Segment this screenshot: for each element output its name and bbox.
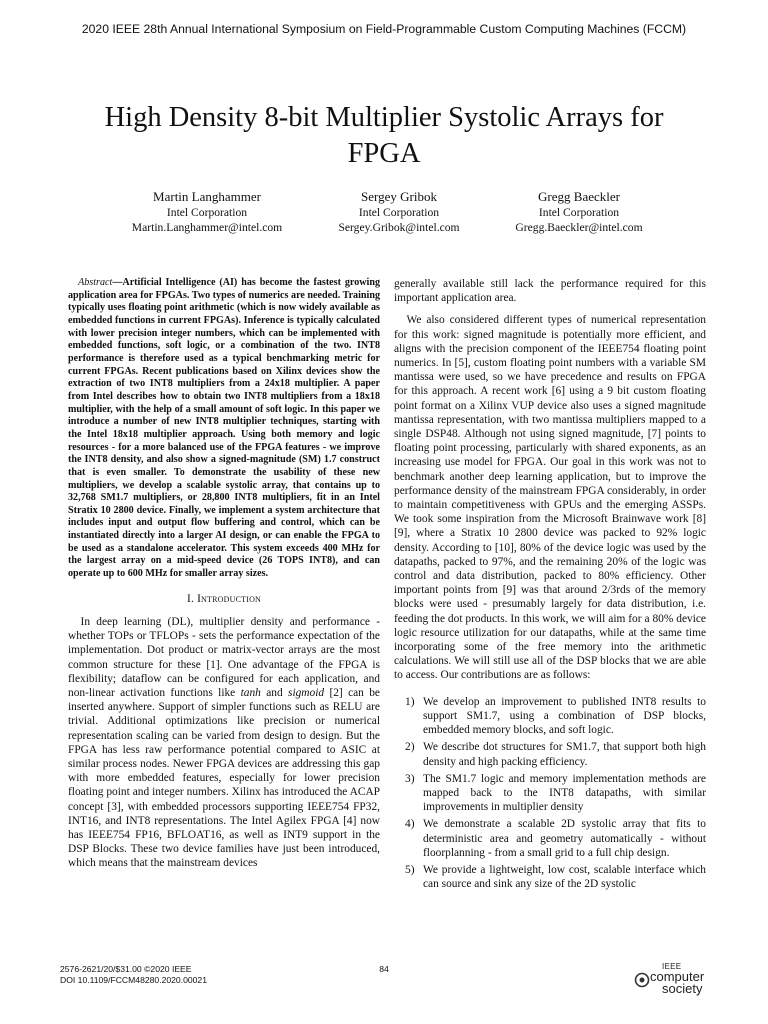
ieee-computer-society-logo: [634, 962, 714, 1002]
list-item: [394, 817, 706, 860]
section-title: Introduction: [197, 592, 262, 605]
author-name: Sergey Gribok: [361, 189, 437, 204]
text-run: [2] can be inserted anywhere. Support of simpler functions such as RELU are trivial. Additional optimizations like precision or numerical representation scaling can be varied from design to design. But the FPGA has less raw performance potential compared to ASIC at similar process nodes. Newer FPGA devices are addressing this gap with more embedded features, especially for lower precision floating point and integer numbers. Xilinx has introduced the ACAP concept [3], with embedded processors supporting IEEE754 FP32, INT16, and INT8 representations. The Intel Agilex FPGA [4] now has IEEE754 FP16, BFLOAT16, as well as INT9 support in the DSP Blocks. These two device families have just been introduced, which means that the mainstream devices: [68, 686, 380, 870]
author-affiliation: Intel Corporation: [538, 206, 620, 219]
intro-paragraph-2: We also considered different types of numerical representation for this work: signed magnitude is potentially more efficient, and aligns with the precision component of the IEEE754 floating point numerics. In [5], custom floating point numbers with a variable SM mantissa were used, so we have precedence and results on FPGA for this approach. A recent work [6] using a 9 bit custom floating point format on a Xilinx VUP device also uses a signed magnitude mantissa representation, with two mantissa multipliers mapped to a single DSP48. Although not using signed magnitude, [7] points to floating point processing, particularly with shared exponents, as an increasing use model for FPGA. Our goal in this work was not to benchmark another deep learning application, but to improve the performance density of the mainstream FPGA considerably, in order to maintain competitiveness with GPUs and the emerging ASSPs. We took some inspiration from the Microsoft Brainwave work [8][9], where a Stratix 10 2800 device was packed to 92% logic density. According to [10], 80% of the device logic was used by the datapaths, packed to 97%, and the remaining 20% of the logic was control and data distribution, packed to 80% efficiency. Other important points from [9] was that around 2/3rds of the memory blocks were used - presumably largely for data distribution, i.e. feeding the dot products. In this work, we will aim for a 80% device logic resource utilization for our datapaths, while at the same time incorporating some of the free memory into the arithmetic calculations. We will still use all of the DSP blocks that we are able to access. Our contributions are as follows:: [394, 314, 706, 682]
page-number: 84: [379, 964, 389, 974]
conference-header: 2020 IEEE 28th Annual International Symposium on Field-Programmable Custom Computing Machines (FCCM): [81, 22, 687, 36]
section-heading: [68, 592, 380, 606]
list-number: 4): [405, 818, 415, 831]
text-run: and: [260, 686, 289, 699]
author-affiliation: Intel Corporation: [166, 206, 248, 219]
contribution-list: [394, 695, 706, 892]
list-number: 5): [405, 863, 415, 876]
abstract-lead: Abstract: [78, 277, 113, 288]
list-text: The SM1.7 logic and memory implementation methods are mapped back to the INT8 datapaths, with similar improvements in multiplier density: [423, 772, 706, 814]
math-sigmoid: sigmoid: [288, 686, 325, 699]
list-text: We provide a lightweight, low cost, scalable interface which can source and sink any size of the 2D systolic: [423, 863, 706, 891]
author-block: [0, 188, 768, 248]
list-text: We demonstrate a scalable 2D systolic array that fits to deterministic area and geometry automatically - without floorplanning - from a small grid to a full chip design.: [423, 818, 706, 859]
list-item: [394, 740, 706, 768]
author-email: Sergey.Gribok@intel.com: [338, 221, 460, 234]
author-name: Martin Langhammer: [153, 189, 261, 204]
doi-line: DOI 10.1109/FCCM48280.2020.00021: [60, 974, 207, 985]
copyright-line: 2576-2621/20/$31.00 ©2020 IEEE: [60, 964, 192, 974]
intro-paragraph-1-continued: generally available still lack the performance required for this important application area.: [394, 278, 706, 305]
author-3: [469, 188, 689, 235]
math-tanh: tanh: [240, 686, 261, 699]
author-email: Martin.Langhammer@intel.com: [131, 221, 283, 234]
section-number: I.: [186, 592, 194, 605]
abstract: [68, 277, 380, 581]
intro-paragraph-1: [68, 615, 380, 871]
logo-ieee-text: IEEE: [662, 962, 682, 971]
paper-title: High Density 8-bit Multiplier Systolic Arrays for FPGA: [104, 102, 664, 169]
author-email: Gregg.Baeckler@intel.com: [515, 221, 643, 234]
list-number: 2): [405, 741, 415, 754]
abstract-text: —Artificial Intelligence (AI) has become the fastest growing application area for FPGAs. Two types of numerics are needed. Training typically uses floating point arithmetic (which is now widely available as embedded functions in current FPGAs). Inference is typically calculated with lower precision integer numbers, which can be implemented with embedded functions, soft logic, or a combination of the two. INT8 performance is therefore used as a typical benchmarking metric for current FPGAs. Recent publications based on Xilinx devices show the extraction of two INT8 multipliers from a 24x18 multiplier. A paper from Intel describes how to obtain two INT8 multipliers from a 18x18 multiplier, with the help of a small amount of soft logic. In this paper we introduce a number of new INT8 multiplier techniques, starting with the Intel 18x18 multiplier approach. Using both memory and logic resources - for a more balanced use of the FPGA features - we improve the INT8 density, and also show a signed-magnitude (SM) 1.7 construct that is even smaller. To demonstrate the usability of these new multipliers, we develop a scalable systolic array, that contains up to 32,768 SM1.7 multipliers, or 28,800 INT8 multipliers, fit in an Intel Stratix 10 2800 device. Finally, we implement a system architecture that includes input and output flow buffering and control, which can be instantiated directly into a larger AI design, or can enable the FPGA to be used as a standalone accelerator. This system exceeds 400 MHz for the largest array on a mid-speed device (26 TOPS INT8), and can operate up to 600 MHz for smaller array sizes.: [68, 277, 380, 580]
author-1: [97, 188, 317, 235]
list-number: 3): [405, 772, 415, 785]
list-number: 1): [405, 695, 415, 708]
list-item: [394, 863, 706, 891]
author-name: Gregg Baeckler: [538, 189, 620, 204]
computer-society-icon: [634, 972, 650, 988]
list-text: We develop an improvement to published INT8 results to support SM1.7, using a combination of DSP blocks, embedded memory blocks, and soft logic.: [423, 695, 706, 737]
text-run: In deep learning (DL), multiplier density and performance - whether TOPs or TFLOPs - sets the performance expectation of the implementation. Dot product or matrix-vector arrays are the most common structure for these [1]. One advantage of the FPGA is flexibility; dataflow can be configured for each application, and non-linear activation functions like: [68, 615, 380, 699]
logo-computer-text: computer: [650, 969, 705, 984]
list-item: [394, 695, 706, 738]
logo-society-text: society: [662, 981, 703, 996]
list-text: We describe dot structures for SM1.7, that support both high density and high packing efficiency.: [423, 741, 706, 768]
list-item: [394, 772, 706, 815]
right-column: [394, 277, 706, 894]
author-affiliation: Intel Corporation: [358, 206, 440, 219]
left-column: [68, 277, 380, 871]
